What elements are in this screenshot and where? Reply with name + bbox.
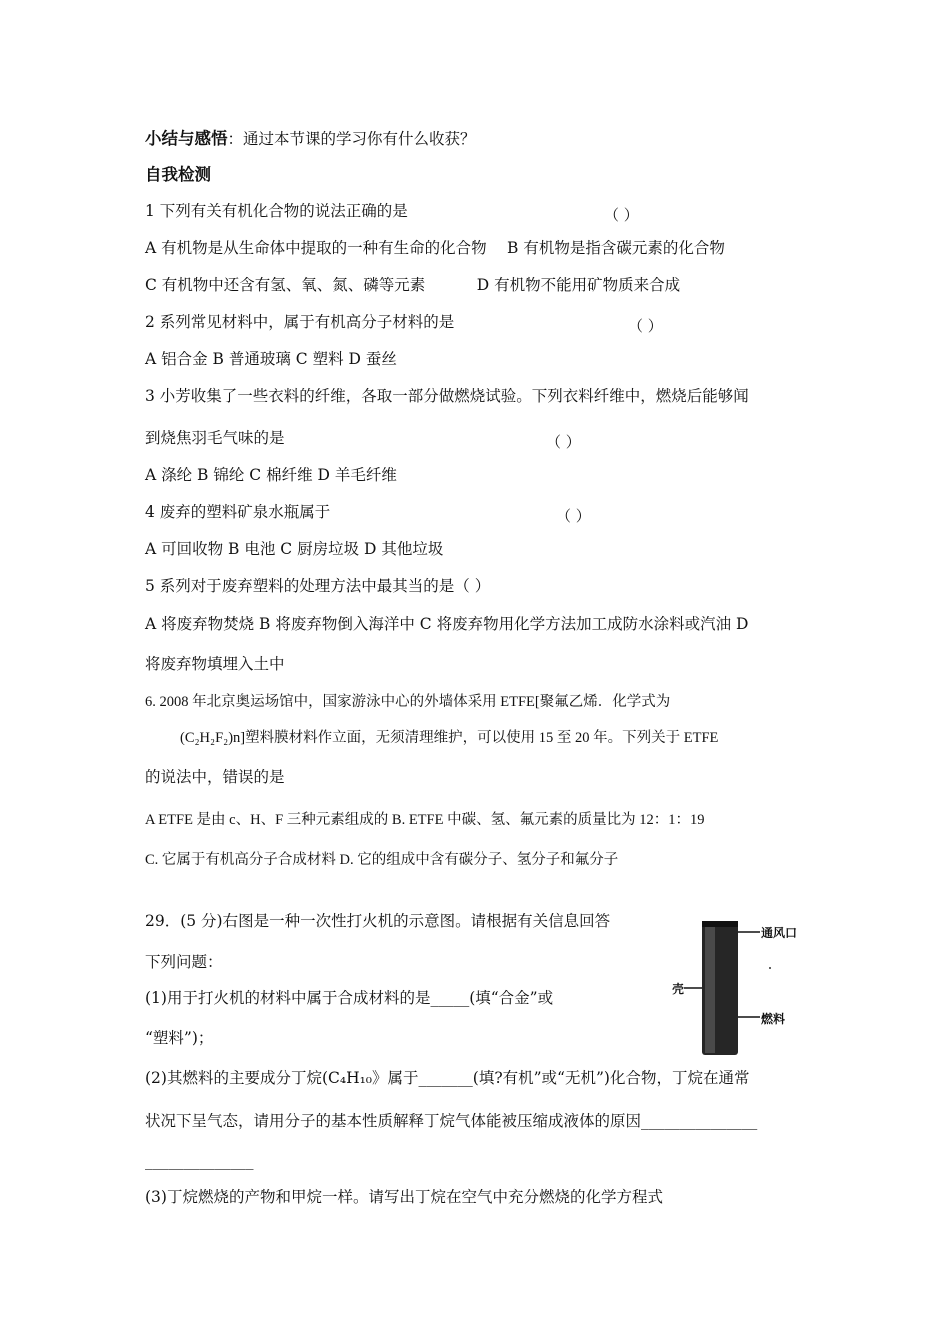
- q3-stem-cont: 到烧焦羽毛气味的是: [145, 429, 285, 447]
- q4-stem: 4 废弃的塑料矿泉水瓶属于: [145, 503, 331, 521]
- q29-line: 下列问题：: [145, 953, 223, 971]
- summary-text: ：通过本节课的学习你有什么收获？: [227, 130, 476, 148]
- q2-stem: 2 系列常见材料中，属于有机高分子材料的是: [145, 313, 455, 331]
- q29-line: 状况下呈气态，请用分子的基本性质解释丁烷气体能被压缩成液体的原因_______________: [145, 1112, 758, 1130]
- q3-option-line: A 涤纶 B 锦纶 C 棉纤维 D 羊毛纤维: [145, 466, 397, 484]
- q29-line: (2)其燃料的主要成分丁烷(C₄H₁₀》属于_______(填?有机”或“无机”)化合物，丁烷在通常: [145, 1069, 750, 1087]
- q5-stem: 5 系列对于废弃塑料的处理方法中最其当的是（ ）: [145, 577, 491, 595]
- q2-answer-paren: （ ）: [628, 317, 663, 335]
- q29-line: ______________: [145, 1152, 254, 1170]
- q2-option-line: A 铝合金 B 普通玻璃 C 塑料 D 蚕丝: [145, 350, 397, 368]
- q6-option-line: C. 它属于有机高分子合成材料 D. 它的组成中含有碳分子、氢分子和氟分子: [145, 852, 619, 868]
- vent-label: 通风口: [761, 926, 798, 940]
- q6-option-line: A ETFE 是由 c、H、F 三种元素组成的 B. ETFE 中碳、氢、氟元素的质量比为 12：1：19: [145, 812, 705, 828]
- q5-option-line: 将废弃物填埋入土中: [145, 655, 285, 673]
- fuel-label: 燃料: [761, 1012, 786, 1026]
- q3-stem: 3 小芳收集了一些衣料的纤维，各取一部分做燃烧试验。下列衣料纤维中，燃烧后能够闻: [145, 387, 749, 405]
- speck: [769, 967, 771, 969]
- q4-answer-paren: （ ）: [556, 507, 591, 525]
- summary-line: [145, 131, 476, 148]
- q29-line: (1)用于打火机的材料中属于合成材料的是_____(填“合金”或: [145, 989, 554, 1007]
- q5-option-line: A 将废弃物焚烧 B 将废弃物倒入海洋中 C 将废弃物用化学方法加工成防水涂料或汽油 D: [145, 615, 749, 633]
- shell-label: 壳: [672, 982, 685, 996]
- q1-option-line: C 有机物中还含有氢、氧、氮、磷等元素 D 有机物不能用矿物质来合成: [145, 276, 681, 294]
- q1-stem: 1 下列有关有机化合物的说法正确的是: [145, 202, 408, 220]
- summary-label: 小结与感悟: [145, 129, 228, 148]
- q6-stem: 6. 2008 年北京奥运场馆中，国家游泳中心的外墙体采用 ETFE[聚氟乙烯．化学式为: [145, 694, 671, 710]
- q6-stem-cont: (C₂H₂F₂)n]塑料膜材料作立面，无须清理维护，可以使用 15 至 20 年。下列关于 ETFE: [180, 730, 719, 746]
- lighter-cap: [702, 921, 738, 927]
- q1-option-line: A 有机物是从生命体中提取的一种有生命的化合物 B 有机物是指含碳元素的化合物: [145, 239, 725, 257]
- q29-line: (3)丁烷燃烧的产物和甲烷一样。请写出丁烷在空气中充分燃烧的化学方程式: [145, 1188, 663, 1206]
- q4-option-line: A 可回收物 B 电池 C 厨房垃圾 D 其他垃圾: [145, 540, 444, 558]
- self-check-heading: 自我检测: [145, 165, 211, 184]
- lighter-highlight: [705, 925, 715, 1053]
- lighter-figure: [672, 915, 822, 1065]
- q3-answer-paren: （ ）: [546, 433, 581, 451]
- q1-answer-paren: （ ）: [604, 206, 639, 224]
- q29-line: 29．(5 分)右图是一种一次性打火机的示意图。请根据有关信息回答: [145, 912, 611, 930]
- q6-stem-cont2: 的说法中，错误的是: [145, 768, 285, 786]
- q29-line: “塑料”)；: [145, 1029, 214, 1047]
- lighter-drawing: [672, 915, 822, 1065]
